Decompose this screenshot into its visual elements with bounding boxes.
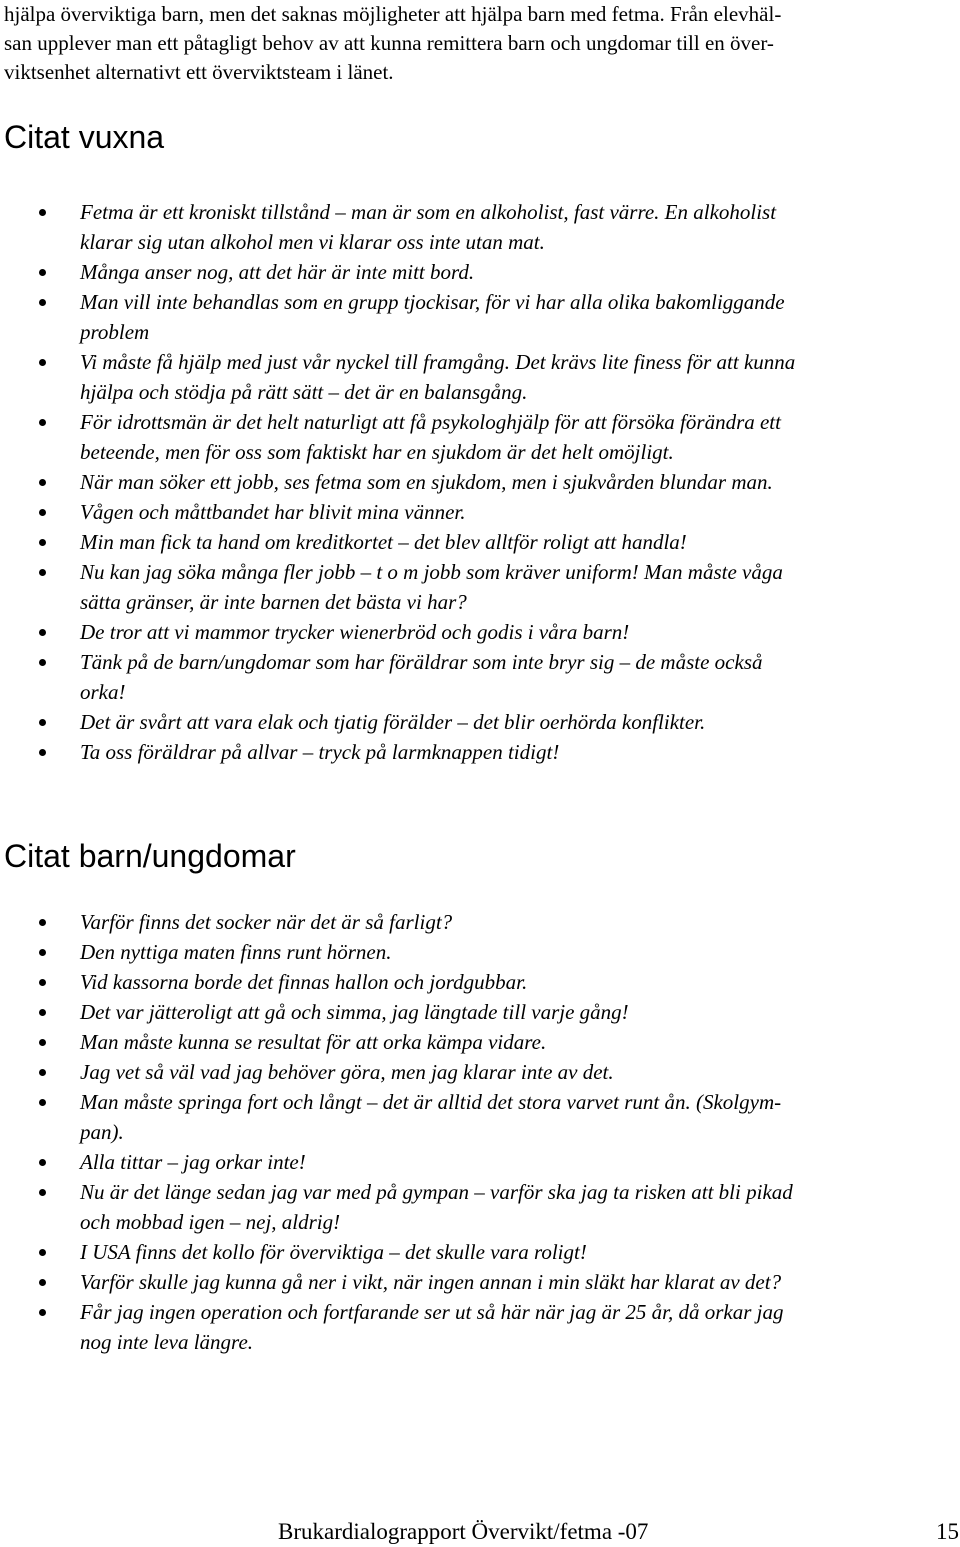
footer-report-title: Brukardialograpport Övervikt/fetma -07 <box>278 1519 649 1544</box>
quote-text-line: pan). <box>80 1120 124 1144</box>
quote-text-line: Det är svårt att vara elak och tjatig förälder – det blir oerhörda konflikter. <box>80 710 706 734</box>
bullet-icon <box>39 1279 46 1286</box>
quote-item <box>0 257 960 287</box>
bullet-icon <box>39 509 46 516</box>
bullet-icon <box>39 209 46 216</box>
quote-item <box>0 287 960 347</box>
quote-text-line: Varför finns det socker när det är så farligt? <box>80 910 453 934</box>
quote-text-line: Min man fick ta hand om kreditkortet – det blev alltför roligt att handla! <box>80 530 687 554</box>
bullet-icon <box>39 659 46 666</box>
quote-text-line: För idrottsmän är det helt naturligt att få psykologhjälp för att försöka förändra ett <box>80 410 781 434</box>
bullet-icon <box>39 1159 46 1166</box>
children-quotes-list <box>0 907 960 1357</box>
quote-text-line: Ta oss föräldrar på allvar – tryck på larmknappen tidigt! <box>80 740 560 764</box>
quote-item <box>0 1297 960 1357</box>
quote-text-line: Tänk på de barn/ungdomar som har föräldrar som inte bryr sig – de måste också <box>80 650 763 674</box>
bullet-icon <box>39 1309 46 1316</box>
quote-item <box>0 557 960 617</box>
quote-text-line: När man söker ett jobb, ses fetma som en sjukdom, men i sjukvården blundar man. <box>80 470 773 494</box>
bullet-icon <box>39 919 46 926</box>
quote-text-line: problem <box>80 320 150 344</box>
bullet-icon <box>39 1039 46 1046</box>
bullet-icon <box>39 749 46 756</box>
quote-text-line: Nu är det länge sedan jag var med på gympan – varför ska jag ta risken att bli pikad <box>80 1180 793 1204</box>
intro-paragraph <box>4 0 954 87</box>
section-heading-children: Citat barn/ungdomar <box>4 838 296 874</box>
quote-item <box>0 1087 960 1147</box>
bullet-icon <box>39 1249 46 1256</box>
quote-item <box>0 997 960 1027</box>
quote-text-line: hjälpa och stödja på rätt sätt – det är en balansgång. <box>80 380 528 404</box>
quote-text-line: Jag vet så väl vad jag behöver göra, men jag klarar inte av det. <box>80 1060 614 1084</box>
quote-text-line: Vågen och måttbandet har blivit mina vänner. <box>80 500 466 524</box>
bullet-icon <box>39 359 46 366</box>
quote-item <box>0 617 960 647</box>
quote-item <box>0 907 960 937</box>
quote-text-line: sätta gränser, är inte barnen det bästa vi har? <box>80 590 467 614</box>
quote-text-line: Alla tittar – jag orkar inte! <box>80 1150 306 1174</box>
quote-item <box>0 1147 960 1177</box>
quote-text-line: De tror att vi mammor trycker wienerbröd och godis i våra barn! <box>80 620 630 644</box>
quote-item <box>0 467 960 497</box>
bullet-icon <box>39 479 46 486</box>
quote-item <box>0 1027 960 1057</box>
quote-item <box>0 707 960 737</box>
quote-text-line: Den nyttiga maten finns runt hörnen. <box>80 940 392 964</box>
bullet-icon <box>39 979 46 986</box>
quote-text-line: Varför skulle jag kunna gå ner i vikt, när ingen annan i min släkt har klarat av det? <box>80 1270 782 1294</box>
bullet-icon <box>39 539 46 546</box>
quote-item <box>0 197 960 257</box>
quote-text-line: Många anser nog, att det här är inte mitt bord. <box>80 260 475 284</box>
quote-text-line: I USA finns det kollo för överviktiga – det skulle vara roligt! <box>80 1240 587 1264</box>
quote-text-line: beteende, men för oss som faktiskt har en sjukdom är det helt omöjligt. <box>80 440 674 464</box>
quote-text-line: orka! <box>80 680 126 704</box>
quote-item <box>0 1237 960 1267</box>
bullet-icon <box>39 719 46 726</box>
intro-line: san upplever man ett påtagligt behov av att kunna remittera barn och ungdomar till en över- <box>4 31 774 55</box>
bullet-icon <box>39 949 46 956</box>
quote-text-line: klarar sig utan alkohol men vi klarar oss inte utan mat. <box>80 230 545 254</box>
bullet-icon <box>39 419 46 426</box>
quote-item <box>0 967 960 997</box>
bullet-icon <box>39 569 46 576</box>
bullet-icon <box>39 629 46 636</box>
bullet-icon <box>39 299 46 306</box>
quote-item <box>0 647 960 707</box>
quote-text-line: Det var jätteroligt att gå och simma, jag längtade till varje gång! <box>80 1000 629 1024</box>
intro-line: viktsenhet alternativt ett överviktsteam i länet. <box>4 60 394 84</box>
quote-text-line: Man måste springa fort och långt – det är alltid det stora varvet runt ån. (Skolgym- <box>80 1090 782 1114</box>
adult-quotes-list <box>0 197 960 767</box>
quote-text-line: och mobbad igen – nej, aldrig! <box>80 1210 341 1234</box>
bullet-icon <box>39 269 46 276</box>
quote-text-line: Man vill inte behandlas som en grupp tjockisar, för vi har alla olika bakomliggande <box>80 290 785 314</box>
quote-item <box>0 737 960 767</box>
bullet-icon <box>39 1189 46 1196</box>
quote-item <box>0 1267 960 1297</box>
quote-item <box>0 937 960 967</box>
quote-text-line: Nu kan jag söka många fler jobb – t o m jobb som kräver uniform! Man måste våga <box>80 560 783 584</box>
quote-text-line: Fetma är ett kroniskt tillstånd – man är som en alkoholist, fast värre. En alkoholist <box>80 200 777 224</box>
page-number: 15 <box>936 1519 959 1544</box>
quote-item <box>0 347 960 407</box>
quote-item <box>0 527 960 557</box>
bullet-icon <box>39 1069 46 1076</box>
quote-item <box>0 1177 960 1237</box>
quote-text-line: Får jag ingen operation och fortfarande ser ut så här när jag är 25 år, då orkar jag <box>80 1300 784 1324</box>
bullet-icon <box>39 1009 46 1016</box>
quote-item <box>0 497 960 527</box>
intro-line: hjälpa överviktiga barn, men det saknas möjligheter att hjälpa barn med fetma. Från elevhäl- <box>4 2 782 26</box>
quote-item <box>0 1057 960 1087</box>
section-heading-adults: Citat vuxna <box>4 119 165 155</box>
bullet-icon <box>39 1099 46 1106</box>
quote-text-line: Vi måste få hjälp med just vår nyckel till framgång. Det krävs lite finess för att kunna <box>80 350 796 374</box>
quote-text-line: nog inte leva längre. <box>80 1330 254 1354</box>
quote-text-line: Vid kassorna borde det finnas hallon och jordgubbar. <box>80 970 528 994</box>
quote-item <box>0 407 960 467</box>
quote-text-line: Man måste kunna se resultat för att orka kämpa vidare. <box>80 1030 547 1054</box>
